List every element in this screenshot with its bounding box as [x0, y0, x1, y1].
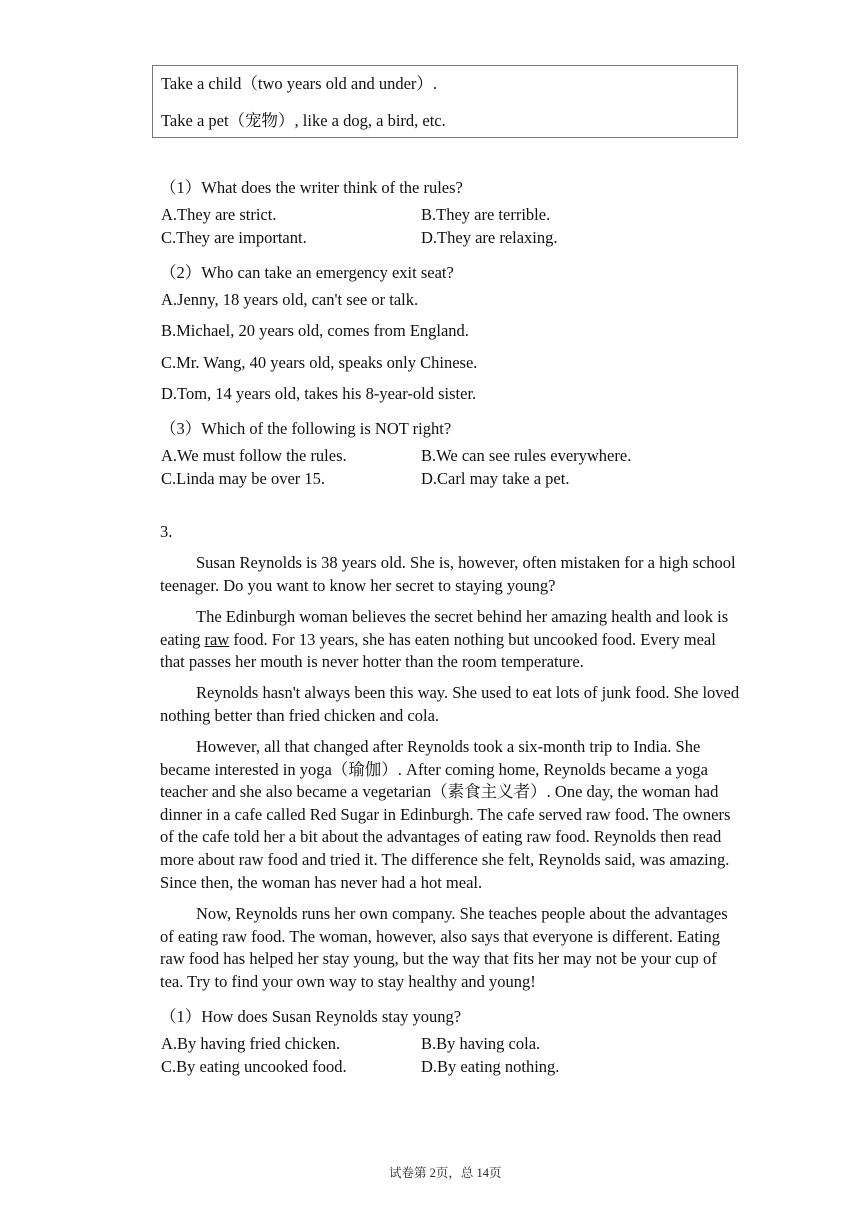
option-c: C.By eating uncooked food. — [161, 1057, 347, 1076]
question-2-1: （1）What does the writer think of the rules? — [160, 178, 463, 197]
passage-paragraph: Susan Reynolds is 38 years old. She is, however, often mistaken for a high school teenager. Do you want to know her secret to staying young? — [160, 553, 736, 595]
option-a: A.By having fried chicken. — [161, 1034, 341, 1053]
option-b: B.Michael, 20 years old, comes from England. — [161, 321, 469, 340]
question-2-3: （3）Which of the following is NOT right? — [160, 419, 452, 438]
option-c: C.Linda may be over 15. — [161, 469, 326, 488]
page-footer: 试卷第 2页，总 14页 — [389, 1166, 502, 1180]
option-d: D.Carl may take a pet. — [421, 469, 570, 488]
passage-paragraph: Now, Reynolds runs her own company. She teaches people about the advantages of eating raw food. The woman, however, also says that everyone is different. Eating raw food has helped her stay young, but the way that fits her may not be your cup of tea. Try to find your own way to stay healthy and young! — [160, 904, 728, 991]
paragraph-text: food. For 13 years, she has eaten nothing but uncooked food. Every meal that passes her mouth is never hotter than the room temperature. — [160, 629, 716, 672]
passage-paragraph: Reynolds hasn't always been this way. She used to eat lots of junk food. She loved nothing better than fried chicken and cola. — [160, 683, 740, 725]
option-b: B.They are terrible. — [421, 205, 551, 224]
option-d: D.Tom, 14 years old, takes his 8-year-old sister. — [161, 384, 477, 403]
option-c: C.They are important. — [161, 228, 307, 247]
rules-box — [152, 65, 738, 138]
passage-number: 3. — [160, 522, 173, 541]
option-d: D.They are relaxing. — [421, 228, 558, 247]
question-2-2: （2）Who can take an emergency exit seat? — [160, 263, 454, 282]
underlined-word: raw — [204, 629, 230, 649]
passage-paragraph — [160, 606, 740, 674]
rule-line: Take a pet（宠物）, like a dog, a bird, etc. — [161, 111, 446, 130]
option-a: A.They are strict. — [161, 205, 277, 224]
option-a: A.We must follow the rules. — [161, 446, 347, 465]
passage-paragraph: However, all that changed after Reynolds took a six-month trip to India. She became interested in yoga（瑜伽）. After coming home, Reynolds became a yoga teacher and she also became a vegetarian（素食主义者）. One day, the woman had dinner in a cafe called Red Sugar in Edinburgh. The cafe served raw food. The owners of the cafe told her a bit about the advantages of eating raw food. Reynolds then read more about raw food and tried it. The difference she felt, Reynolds said, was amazing. Since then, the woman has never had a hot meal. — [160, 737, 731, 892]
paragraph-text: The Edinburgh woman believes the secret behind her amazing health and look is eating — [160, 607, 729, 649]
option-b: B.We can see rules everywhere. — [421, 446, 632, 465]
option-a: A.Jenny, 18 years old, can't see or talk. — [161, 290, 419, 309]
option-c: C.Mr. Wang, 40 years old, speaks only Chinese. — [161, 353, 478, 372]
option-b: B.By having cola. — [421, 1034, 541, 1053]
question-3-1: （1）How does Susan Reynolds stay young? — [160, 1007, 462, 1026]
rule-line: Take a child（two years old and under）. — [161, 74, 438, 93]
option-d: D.By eating nothing. — [421, 1057, 560, 1076]
